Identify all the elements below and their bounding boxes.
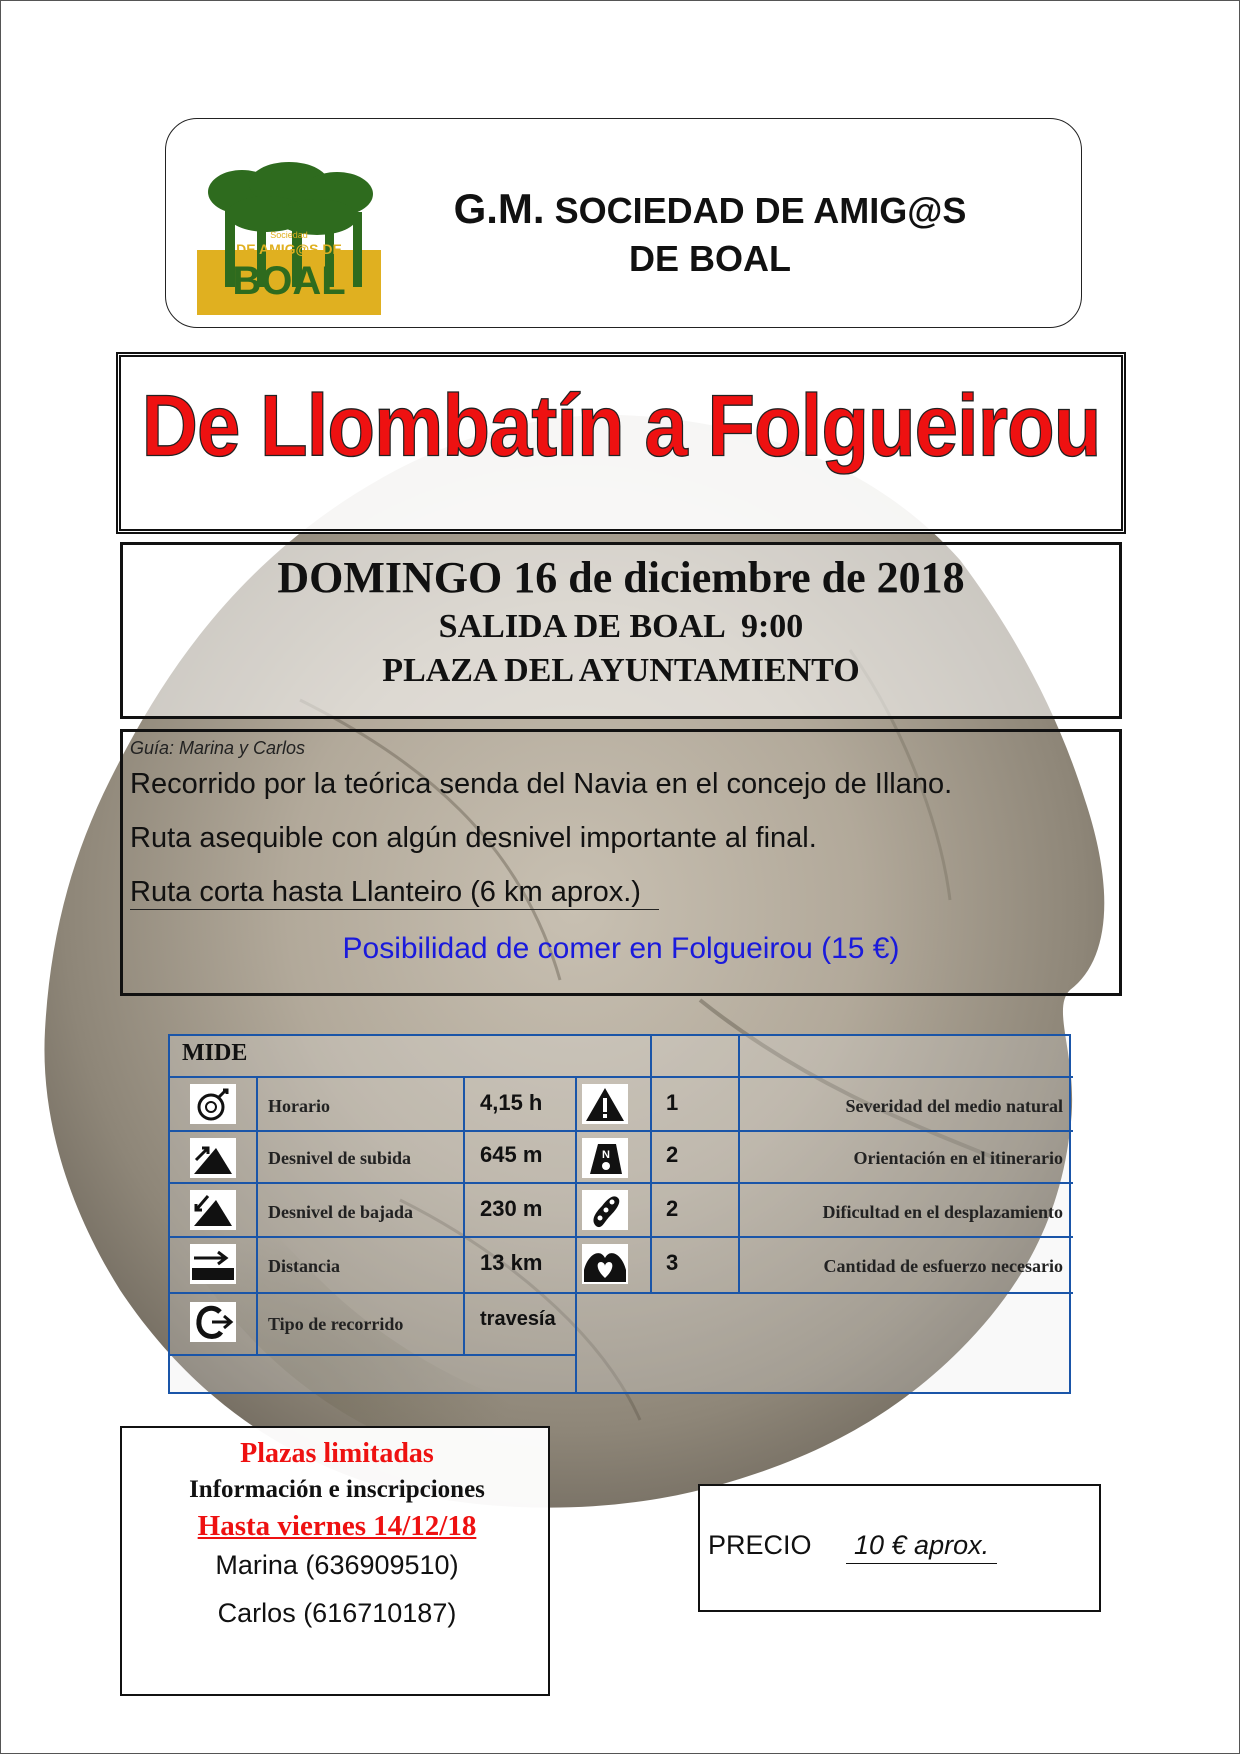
mide-label-distancia: Distancia — [268, 1256, 340, 1276]
org-line-1: SOCIEDAD DE AMIG@S — [554, 190, 967, 231]
mide-score-severidad: 1 — [666, 1090, 679, 1115]
route-type-icon — [190, 1302, 236, 1342]
mide-value-distancia: 13 km — [480, 1250, 543, 1275]
guide-names: Guía: Marina y Carlos — [130, 738, 306, 758]
meeting-place: PLAZA DEL AYUNTAMIENTO — [382, 652, 860, 689]
price-box — [698, 1484, 1101, 1612]
heart-effort-icon — [582, 1244, 628, 1284]
orientation-icon — [582, 1138, 628, 1178]
description-line-3: Ruta corta hasta Llanteiro (6 km aprox.) — [130, 876, 659, 910]
mide-label-esfuerzo: Cantidad de esfuerzo necesario — [823, 1256, 1063, 1276]
mide-title: MIDE — [182, 1040, 248, 1066]
mide-value-bajada: 230 m — [480, 1196, 543, 1221]
svg-text:Sociedad: Sociedad — [270, 230, 308, 240]
gm-abbr: G.M. — [453, 185, 545, 232]
mide-value-tipo: travesía — [480, 1308, 556, 1330]
registration-deadline: Hasta viernes 14/12/18 — [197, 1510, 477, 1542]
svg-text:N: N — [602, 1149, 610, 1161]
warning-triangle-icon — [582, 1084, 628, 1124]
mide-label-bajada: Desnivel de bajada — [268, 1202, 414, 1222]
svg-text:BOAL: BOAL — [232, 259, 346, 303]
ascent-icon — [190, 1138, 236, 1178]
distance-arrow-icon — [190, 1244, 236, 1284]
stopwatch-icon — [190, 1084, 236, 1124]
description-line-1: Recorrido por la teórica senda del Navia en el concejo de Illano. — [130, 768, 953, 800]
description-line-2: Ruta asequible con algún desnivel importante al final. — [130, 822, 817, 854]
mide-label-horario: Horario — [268, 1096, 330, 1116]
route-title: De Llombatín a Folgueirou — [141, 376, 1101, 475]
price-label: PRECIO — [708, 1530, 812, 1560]
contact-carlos: Carlos (616710187) — [217, 1598, 457, 1628]
event-date: DOMINGO 16 de diciembre de 2018 — [277, 553, 965, 602]
footprint-icon — [582, 1190, 628, 1230]
departure-time: SALIDA DE BOAL 9:00 — [438, 608, 804, 645]
lunch-option: Posibilidad de comer en Folgueirou (15 €) — [342, 932, 900, 965]
mide-score-desplazamiento: 2 — [666, 1196, 679, 1221]
price-value: 10 € aprox. — [846, 1530, 997, 1564]
mide-label-desplazamiento: Dificultad en el desplazamiento — [822, 1202, 1063, 1222]
boal-logo — [197, 162, 381, 315]
contact-marina: Marina (636909510) — [215, 1550, 459, 1580]
org-line-2: DE BOAL — [629, 238, 791, 279]
limited-places: Plazas limitadas — [240, 1438, 434, 1469]
mide-value-subida: 645 m — [480, 1142, 543, 1167]
mide-label-subida: Desnivel de subida — [268, 1148, 412, 1168]
mide-label-severidad: Severidad del medio natural — [845, 1096, 1063, 1116]
mide-value-horario: 4,15 h — [480, 1090, 543, 1115]
registration-box — [120, 1426, 550, 1696]
registration-info: Información e inscripciones — [189, 1476, 485, 1503]
mide-score-orientacion: 2 — [666, 1142, 679, 1167]
organization-name — [400, 185, 1020, 283]
mide-label-tipo: Tipo de recorrido — [268, 1314, 404, 1334]
svg-text:DE AMIG@S DE: DE AMIG@S DE — [236, 241, 342, 257]
mide-score-esfuerzo: 3 — [666, 1250, 679, 1275]
mide-label-orientacion: Orientación en el itinerario — [853, 1148, 1063, 1168]
mide-table — [168, 1034, 1071, 1394]
descent-icon — [190, 1190, 236, 1230]
